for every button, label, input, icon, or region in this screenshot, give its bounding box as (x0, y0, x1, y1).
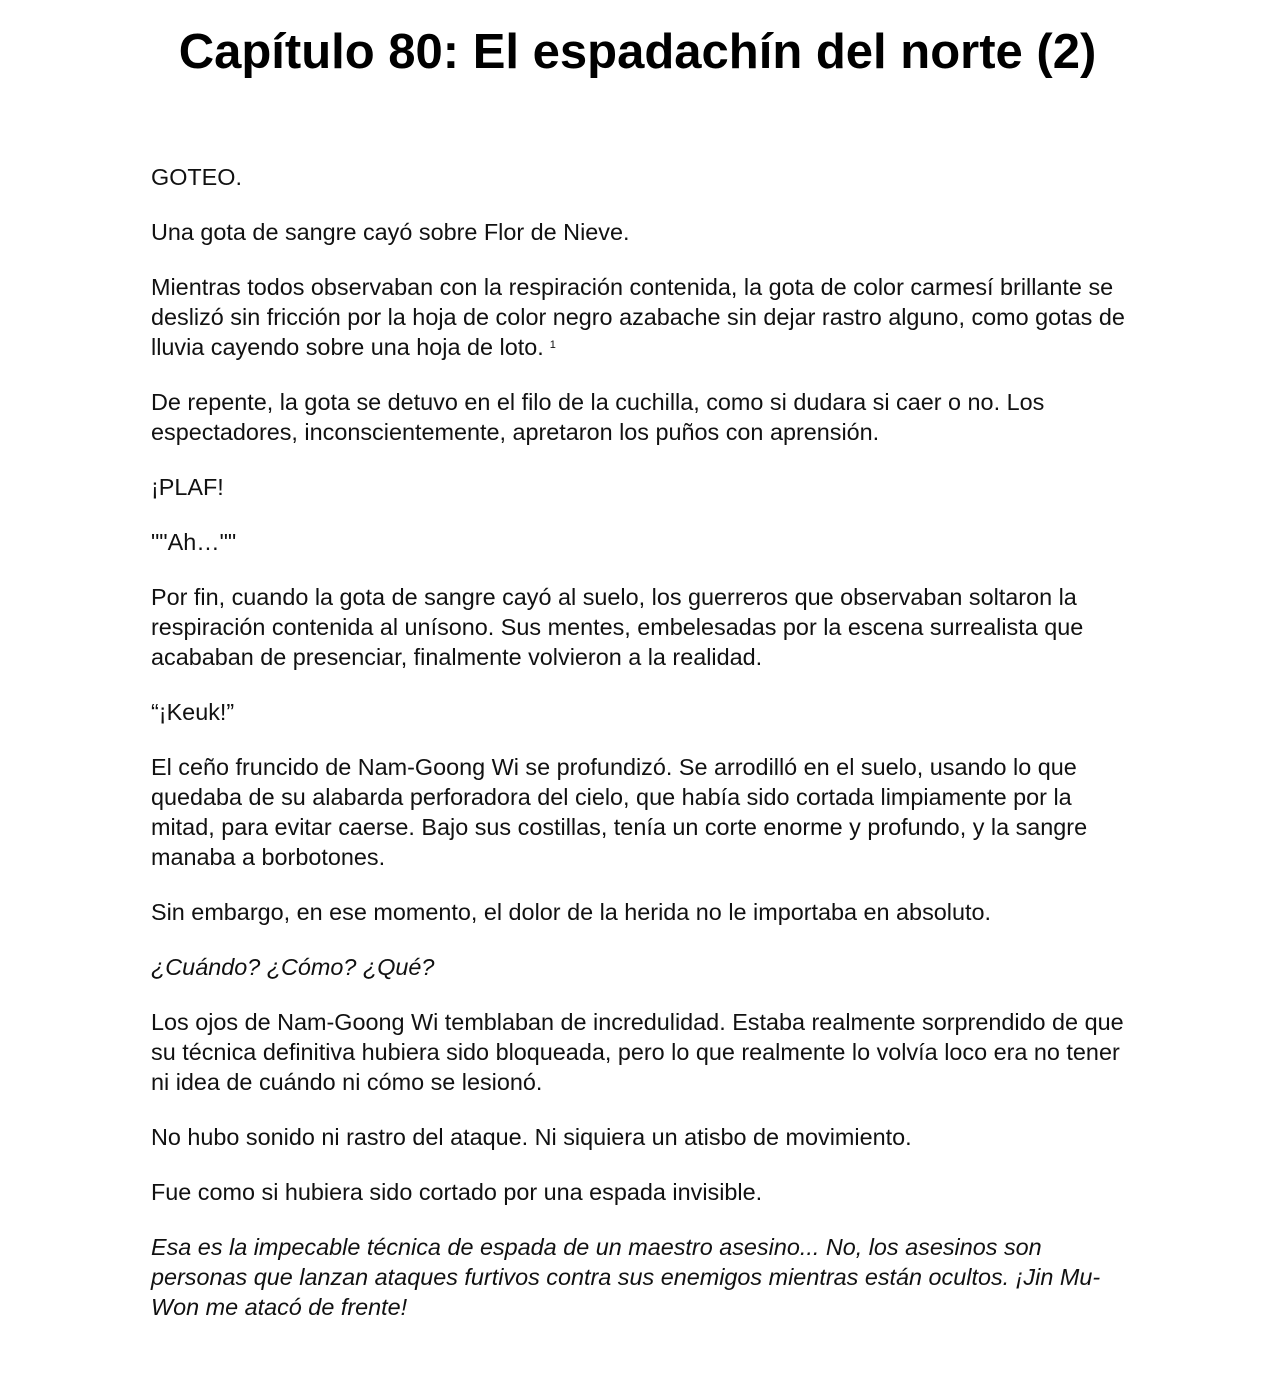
paragraph-text: Una gota de sangre cayó sobre Flor de Nieve. (151, 219, 630, 245)
paragraph-text: El ceño fruncido de Nam-Goong Wi se profundizó. Se arrodilló en el suelo, usando lo que quedaba de su alabarda perforadora del cielo, que había sido cortada limpiamente por la mitad, para evitar caerse. Bajo sus costillas, tenía un corte enorme y profundo, y la sangre manaba a borbotones. (151, 754, 1088, 870)
paragraph (151, 162, 1136, 192)
paragraph-text: ¡PLAF! (151, 474, 224, 500)
chapter-title: Capítulo 80: El espadachín del norte (2) (178, 25, 1097, 79)
paragraph-italic (151, 1232, 1136, 1322)
paragraph-text: Por fin, cuando la gota de sangre cayó al suelo, los guerreros que observaban soltaron la respiración contenida al unísono. Sus mentes, embelesadas por la escena surrealista que acababan de presenciar, finalmente volvieron a la realidad. (151, 584, 1084, 670)
footnote-reference[interactable]: 1 (549, 339, 556, 351)
paragraph (151, 387, 1136, 447)
paragraph-text: GOTEO. (151, 164, 242, 190)
paragraph (151, 217, 1136, 247)
paragraph (151, 472, 1136, 502)
chapter-body (151, 162, 1136, 1347)
paragraph (151, 582, 1136, 672)
paragraph-text: Fue como si hubiera sido cortado por una espada invisible. (151, 1179, 763, 1205)
paragraph (151, 752, 1136, 872)
paragraph-italic (151, 952, 1136, 982)
paragraph (151, 1007, 1136, 1097)
paragraph-text: Los ojos de Nam-Goong Wi temblaban de incredulidad. Estaba realmente sorprendido de que su técnica definitiva hubiera sido bloqueada, pero lo que realmente lo volvía loco era no tener ni idea de cuándo ni cómo se lesionó. (151, 1009, 1124, 1095)
paragraph (151, 527, 1136, 557)
paragraph-text: No hubo sonido ni rastro del ataque. Ni siquiera un atisbo de movimiento. (151, 1124, 912, 1150)
paragraph (151, 1177, 1136, 1207)
paragraph-text: Esa es la impecable técnica de espada de un maestro asesino... No, los asesinos son personas que lanzan ataques furtivos contra sus enemigos mientras están ocultos. ¡Jin Mu-Won me atacó de frente! (151, 1234, 1101, 1320)
paragraph-text: ¿Cuándo? ¿Cómo? ¿Qué? (151, 954, 435, 980)
paragraph (151, 272, 1136, 362)
paragraph (151, 897, 1136, 927)
paragraph-text: Sin embargo, en ese momento, el dolor de la herida no le importaba en absoluto. (151, 899, 991, 925)
paragraph-text: De repente, la gota se detuvo en el filo de la cuchilla, como si dudara si caer o no. Los espectadores, inconscientemente, apretaron los puños con aprensión. (151, 389, 1045, 445)
paragraph-text: Mientras todos observaban con la respiración contenida, la gota de color carmesí brillante se deslizó sin fricción por la hoja de color negro azabache sin dejar rastro alguno, como gotas de lluvia cayendo sobre una hoja de loto. (151, 274, 1125, 360)
paragraph (151, 697, 1136, 727)
paragraph-text: “¡Keuk!” (151, 699, 235, 725)
paragraph-text: ""Ah…"" (151, 529, 237, 555)
paragraph (151, 1122, 1136, 1152)
